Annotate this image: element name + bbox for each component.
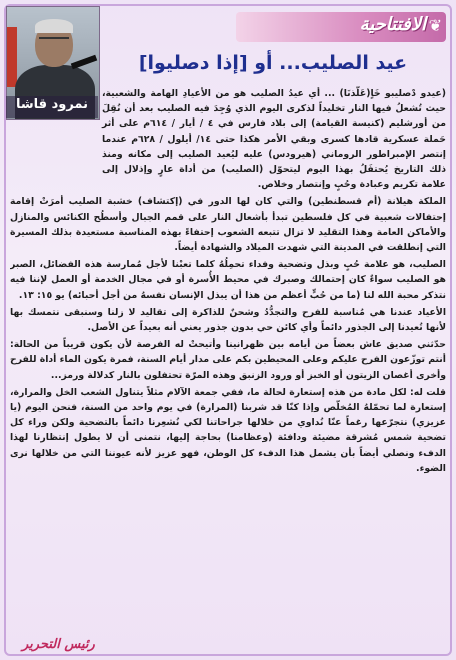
article-paragraph: الصليب، هو علامة حُبٍ وبذل وتضحية وفداء تحمِلُهُ كلما تعبْنا لأجل مُمارسة هذه الفضائل، الصبر هو الصليب سواءٌ كان إحتمالك وصبرك في محيط الأُسرة أو في مجال الخدمة أو العمل لإننا فيه نتذكر محبة الله لنا (ما من حُبٍّ أعظم من هذا أن يبذل الإنسان نفسهُ من أجل أحبائه) يو ١٥: ١٣. [10, 259, 446, 301]
section-label: الافتتاحية [359, 14, 426, 35]
article-paragraph: حدّثني صديق عاش بعضاً من أيامه بين ظهرانينا وأتيحتْ له الفرصة لأن يكون قريباً من الحالة: أنتم توزّعون الفرح عليكم وعلى المحيطين بكم على مدار أيام السنة، فمرة يكون الماء أداة للفرح وأخرى أغصان الزيتون أو الخبز أو ورود الزنبق وهذه المرّة تحتفلون بالنار كدلالة ورمز... [10, 339, 446, 381]
ribbon-flourish-icon: ❦ [428, 16, 442, 35]
article-paragraph: (عيدو دْصليبو خَاٍ(عَلَّذنَا) ... أي عيدُ الصليب هو من الأعيادِ الهامة والشعبية، حيث تُشعلُ فيها النار تخليداً لذكرى اليوم الذي وُجِدَ فيه الصليب بعد أن نُقِلَ من أورشليم (كنيسة القيامة) إلى بلاد فارس في ٤ / أيار / ٦١٤م على أثر حَملة عسكرية قادها كسرى وبقي الأمر هكذا حتى ١٤/ أيلول / ٦٢٨م عندما إنتصر الإمبراطور الروماني (هيرودس) عليه ليُعيد الصليب إلى مكانه ومنذ ذلك التاريخ يُحتفَلُ بهذا اليوم ليتحوّل (الصليب) من أداة عارٍ وإذلال إلى علامة تكريم وعبادة وحُبٍ وإنتصار وخلاص. [102, 88, 446, 191]
article-title: عيد الصليب... أو [إذا دصليوا] [138, 52, 408, 74]
author-glasses [39, 37, 69, 46]
article-body [10, 86, 446, 634]
article-paragraph: قلت له: لكل مادة من هذه إستعارة لحالة ما، ففي جمعة الآلام مثلاً يتناول الشعب الخل والمرارة، إستعارة لما تحمّلهُ المُخلّص وإذا كنّا قد شربنا (المرارة) في يوم واحد من السنة، فنحن اليوم (يا عزيزي) نتجرّعها رغماً عنّا نُداوي من خلالها جراحاتنا لكي نُشعِرنا دائماً بالتضحية ولكن وراء كل تضحية شمس مُشرقة مضيئة ودافئة (وعظامنا) بحاجة إليها، نتمنى أن لا يطول إنتظارنا لهذا الدفء ونصلي أيضاً بأن يشمل هذا الدفء كل الوطن، فهو عزيز لأنه عيوننا التي من خلالها نرى الضوء. [10, 386, 446, 474]
editor-signature: رئيس التحرير [22, 637, 95, 652]
background-banner [7, 27, 17, 87]
author-name: نمرود قاشا [15, 97, 89, 112]
author-hair [35, 19, 73, 33]
article-paragraph: الأعياد عندنا هي مُناسبة للفرح والتجدُّدُ وشحنٌ للذاكرة إلى تقاليد لا زلنا وسنبقى نتمسك بها لأنها تُعيدنا إلى الجذور دائماً وأي كائن حي بدون جذور يعني أنه بعيداً عن الأصل. [10, 306, 446, 334]
article-paragraph: الملكة هيلانة (أم قسطنطين) والتي كان لها الدور في (إكتشاف) خشبة الصليب أمرَتْ إقامة إحتفالات شعبية في كل فلسطين تبدأ بأشعال النار على قمم الجبال وأسطُح الكنائس والمنازل والأماكن العامة وهذا التقليد لا تزال تتبعه الشعوب إحتفاءً بهذه المناسبة مستعيدة بذلك المسيرة التي إنطلقت في المدينة التي شهدت الميلاد والشهادة أيضاً. [10, 196, 446, 254]
microphone-icon [71, 55, 97, 70]
